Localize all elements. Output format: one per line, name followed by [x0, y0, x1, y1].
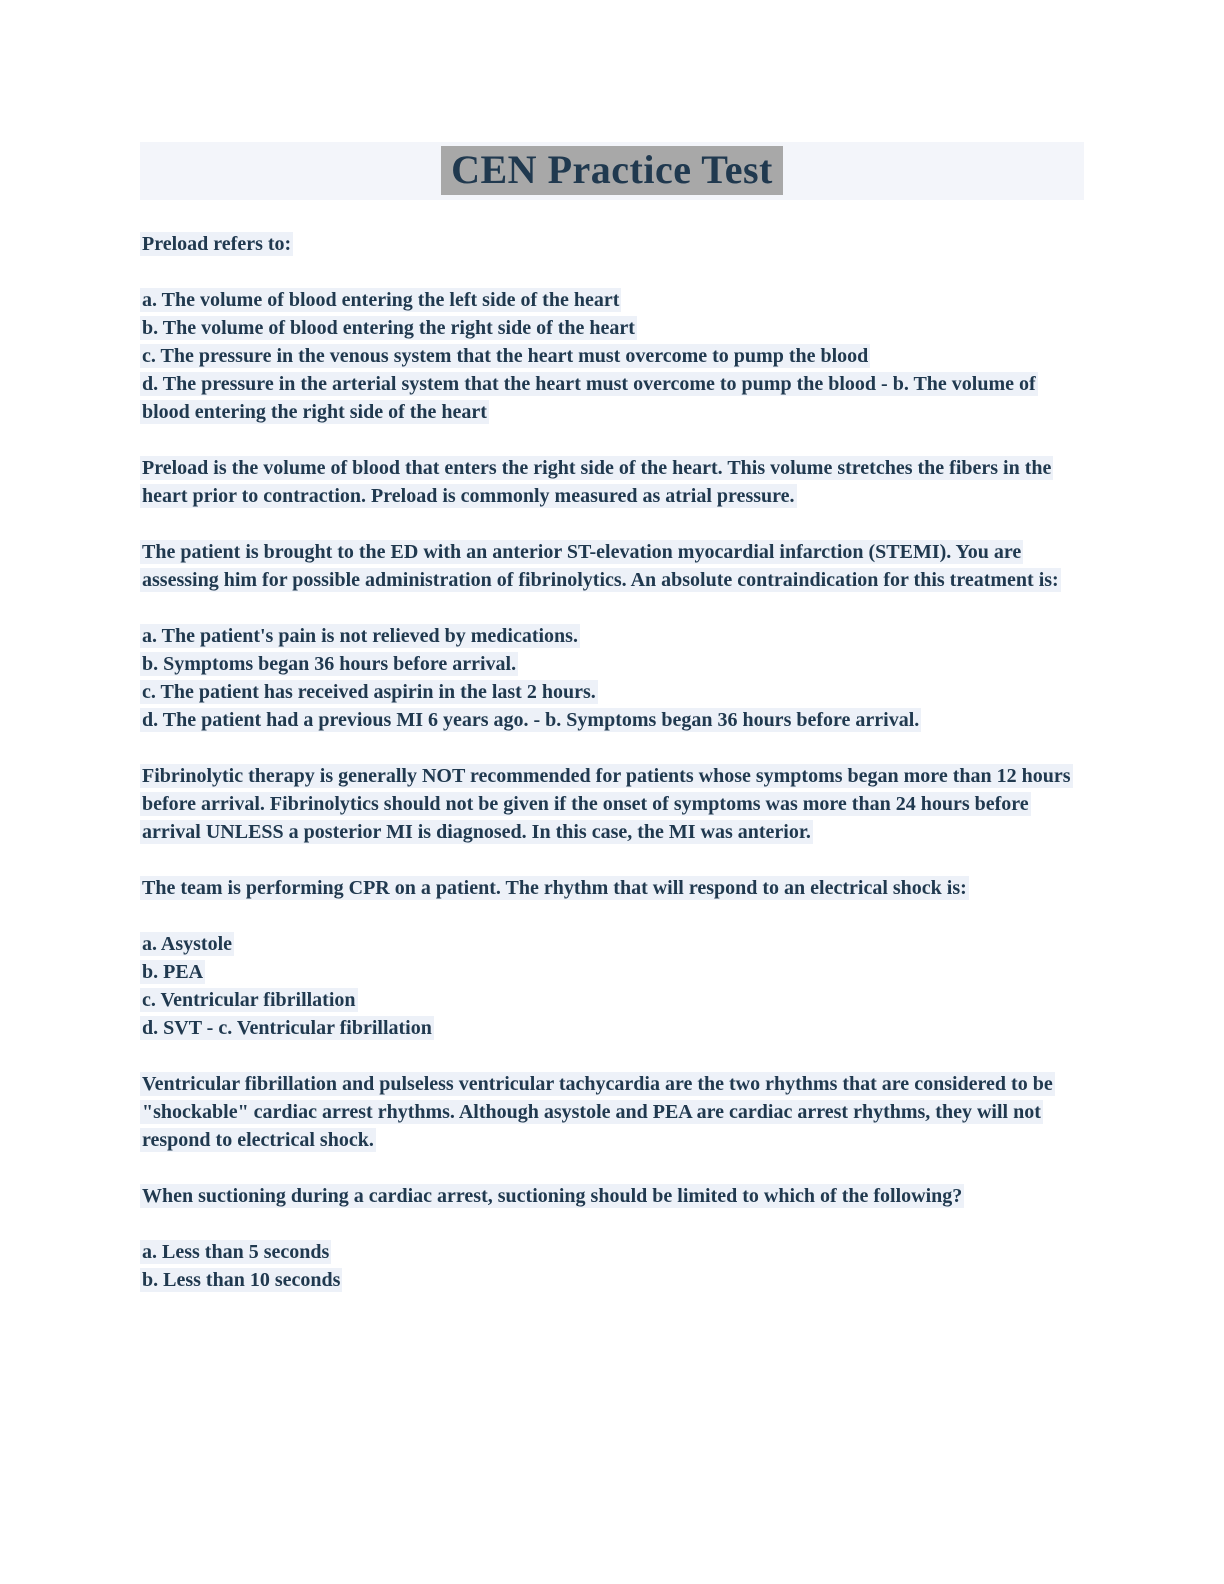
paragraph-question [140, 874, 1084, 902]
page-title-text: CEN Practice Test [441, 146, 783, 195]
paragraph-explanation [140, 762, 1084, 846]
paragraph-options [140, 1238, 1084, 1294]
text-line: b. Less than 10 seconds [142, 1269, 341, 1291]
document-body [140, 230, 1084, 1294]
text-line: c. The pressure in the venous system that the heart must overcome to pump the blood [142, 345, 869, 367]
text-line: c. Ventricular fibrillation [142, 989, 356, 1011]
document-page [140, 0, 1084, 1294]
text-line: a. Less than 5 seconds [142, 1241, 330, 1263]
text-line: a. The volume of blood entering the left side of the heart [142, 289, 620, 311]
paragraph-options [140, 930, 1084, 1042]
paragraph-explanation [140, 1070, 1084, 1154]
text-line: d. The patient had a previous MI 6 years ago. - b. Symptoms began 36 hours before arrival. [142, 709, 920, 731]
paragraph-question [140, 1182, 1084, 1210]
text-line: a. The patient's pain is not relieved by medications. [142, 625, 578, 647]
text-line: The patient is brought to the ED with an anterior ST-elevation myocardial infarction (STEMI). You are assessing him for possible administration of fibrinolytics. An absolute contraindication for this treatment is: [142, 541, 1059, 591]
text-line: Fibrinolytic therapy is generally NOT recommended for patients whose symptoms began more than 12 hours before arrival. Fibrinolytics should not be given if the onset of symptoms was more than 24 hours before arrival UNLESS a posterior MI is diagnosed. In this case, the MI was anterior. [142, 765, 1071, 843]
text-line: d. The pressure in the arterial system that the heart must overcome to pump the blood - b. The volume of blood entering the right side of the heart [142, 373, 1036, 423]
text-line: b. PEA [142, 961, 204, 983]
text-line: When suctioning during a cardiac arrest, suctioning should be limited to which of the following? [142, 1185, 963, 1207]
paragraph-options [140, 286, 1084, 426]
text-line: b. The volume of blood entering the right side of the heart [142, 317, 635, 339]
page-title [140, 147, 1084, 193]
text-line: Preload is the volume of blood that enters the right side of the heart. This volume stretches the fibers in the heart prior to contraction. Preload is commonly measured as atrial pressure. [142, 457, 1052, 507]
paragraph-options [140, 622, 1084, 734]
text-line: c. The patient has received aspirin in the last 2 hours. [142, 681, 596, 703]
text-line: d. SVT - c. Ventricular fibrillation [142, 1017, 432, 1039]
text-line: The team is performing CPR on a patient. The rhythm that will respond to an electrical shock is: [142, 877, 967, 899]
text-line: b. Symptoms began 36 hours before arrival. [142, 653, 517, 675]
text-line: Preload refers to: [142, 233, 292, 255]
paragraph-explanation [140, 454, 1084, 510]
title-band [140, 142, 1084, 200]
paragraph-question [140, 230, 1084, 258]
paragraph-question [140, 538, 1084, 594]
text-line: Ventricular fibrillation and pulseless ventricular tachycardia are the two rhythms that are considered to be "shockable" cardiac arrest rhythms. Although asystole and PEA are cardiac arrest rhythms, they will not respond to electrical shock. [142, 1073, 1053, 1151]
text-line: a. Asystole [142, 933, 232, 955]
